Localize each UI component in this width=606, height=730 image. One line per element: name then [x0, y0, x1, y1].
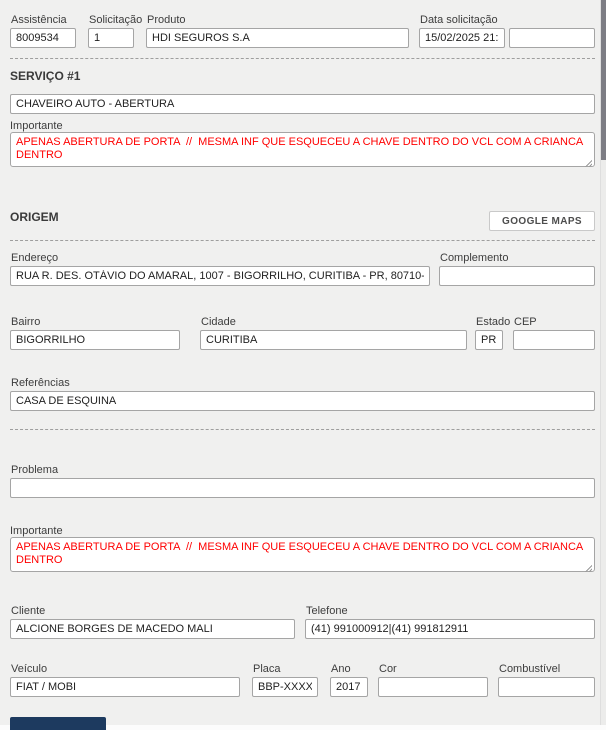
- cidade-field-group: [200, 316, 467, 350]
- origem-header-row: [10, 211, 595, 231]
- origem-importante-textarea[interactable]: [10, 537, 595, 572]
- telefone-label: Telefone: [306, 605, 348, 617]
- vertical-scrollbar[interactable]: [600, 0, 606, 730]
- placa-field-group: [252, 663, 318, 697]
- data-extra-label: [510, 14, 595, 27]
- complemento-input[interactable]: [439, 266, 595, 286]
- bairro-input[interactable]: [10, 330, 180, 350]
- veiculo-field-group: [10, 663, 240, 697]
- origem-importante-wrap: [10, 537, 595, 575]
- estado-input[interactable]: [475, 330, 503, 350]
- bairro-field-group: [10, 316, 180, 350]
- cep-input[interactable]: [513, 330, 595, 350]
- data-extra-input[interactable]: [509, 28, 595, 48]
- produto-input[interactable]: [146, 28, 409, 48]
- cor-input[interactable]: [378, 677, 488, 697]
- endereco-input[interactable]: [10, 266, 430, 286]
- solicitacao-input[interactable]: [88, 28, 134, 48]
- ano-input[interactable]: [330, 677, 368, 697]
- complemento-label: Complemento: [440, 252, 509, 264]
- bairro-row: [10, 316, 595, 350]
- produto-label: Produto: [147, 14, 186, 26]
- origem-section-title: ORIGEM: [10, 210, 59, 224]
- referencias-field-group: [10, 377, 595, 411]
- veiculo-input[interactable]: [10, 677, 240, 697]
- problema-label: Problema: [11, 464, 59, 476]
- cliente-label: Cliente: [11, 605, 46, 617]
- cidade-label: Cidade: [201, 316, 236, 328]
- veiculo-label: Veículo: [11, 663, 48, 675]
- data-solicitacao-field-group: [419, 14, 505, 48]
- cor-label: Cor: [379, 663, 397, 675]
- cep-field-group: [513, 316, 595, 350]
- data-solicitacao-input[interactable]: [419, 28, 505, 48]
- bottom-left-partial-element: [10, 717, 106, 730]
- data-solicitacao-label: Data solicitação: [420, 14, 498, 26]
- assistencia-input[interactable]: [10, 28, 76, 48]
- scrollbar-thumb[interactable]: [601, 0, 606, 160]
- header-fields-row: [10, 14, 595, 48]
- solicitacao-field-group: [88, 14, 143, 48]
- placa-label: Placa: [253, 663, 281, 675]
- separator: [10, 58, 595, 59]
- cidade-input[interactable]: [200, 330, 467, 350]
- veiculo-row: [10, 663, 595, 697]
- cliente-row: [10, 605, 595, 639]
- cliente-input[interactable]: [10, 619, 295, 639]
- assistencia-label: Assistência: [11, 14, 67, 26]
- endereco-field-group: [10, 252, 430, 286]
- referencias-label: Referências: [11, 377, 70, 389]
- problema-field-group: [10, 464, 595, 498]
- telefone-field-group: [305, 605, 595, 639]
- estado-label: Estado: [476, 316, 511, 328]
- origem-importante-label: Importante: [10, 525, 63, 537]
- cor-field-group: [378, 663, 488, 697]
- estado-field-group: [475, 316, 511, 350]
- data-extra-field-group: [509, 14, 595, 48]
- referencias-input[interactable]: [10, 391, 595, 411]
- servico-section-title: SERVIÇO #1: [10, 69, 81, 83]
- cliente-field-group: [10, 605, 295, 639]
- servico-importante-label: Importante: [10, 120, 63, 132]
- separator: [10, 240, 595, 241]
- cep-label: CEP: [514, 316, 537, 328]
- solicitacao-label: Solicitação: [89, 14, 143, 26]
- ano-label: Ano: [331, 663, 351, 675]
- telefone-input[interactable]: [305, 619, 595, 639]
- google-maps-button[interactable]: GOOGLE MAPS: [489, 211, 595, 231]
- bairro-label: Bairro: [11, 316, 41, 328]
- produto-field-group: [146, 14, 409, 48]
- combustivel-field-group: [498, 663, 595, 697]
- servico-tipo-input[interactable]: [10, 94, 595, 114]
- endereco-label: Endereço: [11, 252, 59, 264]
- complemento-field-group: [439, 252, 595, 286]
- assistencia-field-group: [10, 14, 76, 48]
- placa-input[interactable]: [252, 677, 318, 697]
- ano-field-group: [330, 663, 368, 697]
- endereco-row: [10, 252, 595, 286]
- servico-importante-wrap: [10, 132, 595, 170]
- problema-input[interactable]: [10, 478, 595, 498]
- servico-importante-textarea[interactable]: [10, 132, 595, 167]
- separator: [10, 429, 595, 430]
- combustivel-input[interactable]: [498, 677, 595, 697]
- combustivel-label: Combustível: [499, 663, 561, 675]
